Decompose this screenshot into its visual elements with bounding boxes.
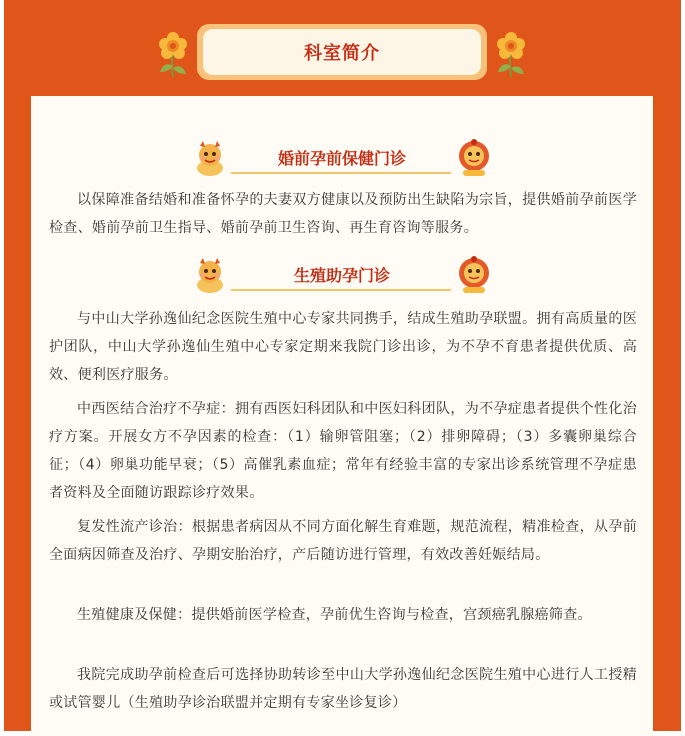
- flower-icon: [156, 30, 190, 78]
- section-title: 生殖助孕门诊: [293, 266, 390, 285]
- section-underline: [231, 289, 451, 291]
- title-banner: [197, 24, 487, 80]
- section-header: [31, 138, 653, 178]
- flower-icon: [494, 30, 528, 78]
- section-underline: [231, 172, 451, 174]
- lion-mascot-icon: [455, 255, 493, 295]
- paragraph: 生殖健康及保健：提供婚前医学检查，孕前优生咨询与检查，宫颈癌乳腺癌筛查。: [77, 607, 592, 623]
- paragraph: 中西医结合治疗不孕症：拥有西医妇科团队和中医妇科团队，为不孕症患者提供个性化治疗方案。开展女方不孕因素的检查：（1）输卵管阻塞；（2）排卵障碍；（3）多囊卵巢综合征；（4）卵巢功能早衰；（5）高催乳素血症；常年有经验丰富的专家出诊系统管理不孕症患者资料及全面随访跟踪诊疗效果。: [49, 401, 637, 501]
- content-card: [31, 96, 653, 736]
- paragraph: 以保障准备结婚和准备怀孕的夫妻双方健康以及预防出生缺陷为宗旨，提供婚前孕前医学检查、婚前孕前卫生指导、婚前孕前卫生咨询、再生育咨询等服务。: [49, 192, 637, 236]
- paragraph: 与中山大学孙逸仙纪念医院生殖中心专家共同携手，结成生殖助孕联盟。拥有高质量的医护团队，中山大学孙逸仙生殖中心专家定期来我院门诊出诊，为不孕不育患者提供优质、高效、便利医疗服务。: [49, 311, 637, 383]
- page-title: 科室简介: [203, 29, 481, 75]
- paragraph: 复发性流产诊治：根据患者病因从不同方面化解生育难题，规范流程，精准检查，从孕前全面病因筛查及治疗、孕期安胎治疗，产后随访进行管理，有效改善妊娠结局。: [49, 519, 637, 563]
- section-header: [31, 255, 653, 295]
- paragraph: 我院完成助孕前检查后可选择协助转诊至中山大学孙逸仙纪念医院生殖中心进行人工授精或试管婴儿（生殖助孕诊治联盟并定期有专家坐诊复诊）: [49, 667, 637, 711]
- lion-mascot-icon: [455, 138, 493, 178]
- section-title: 婚前孕前保健门诊: [277, 149, 406, 168]
